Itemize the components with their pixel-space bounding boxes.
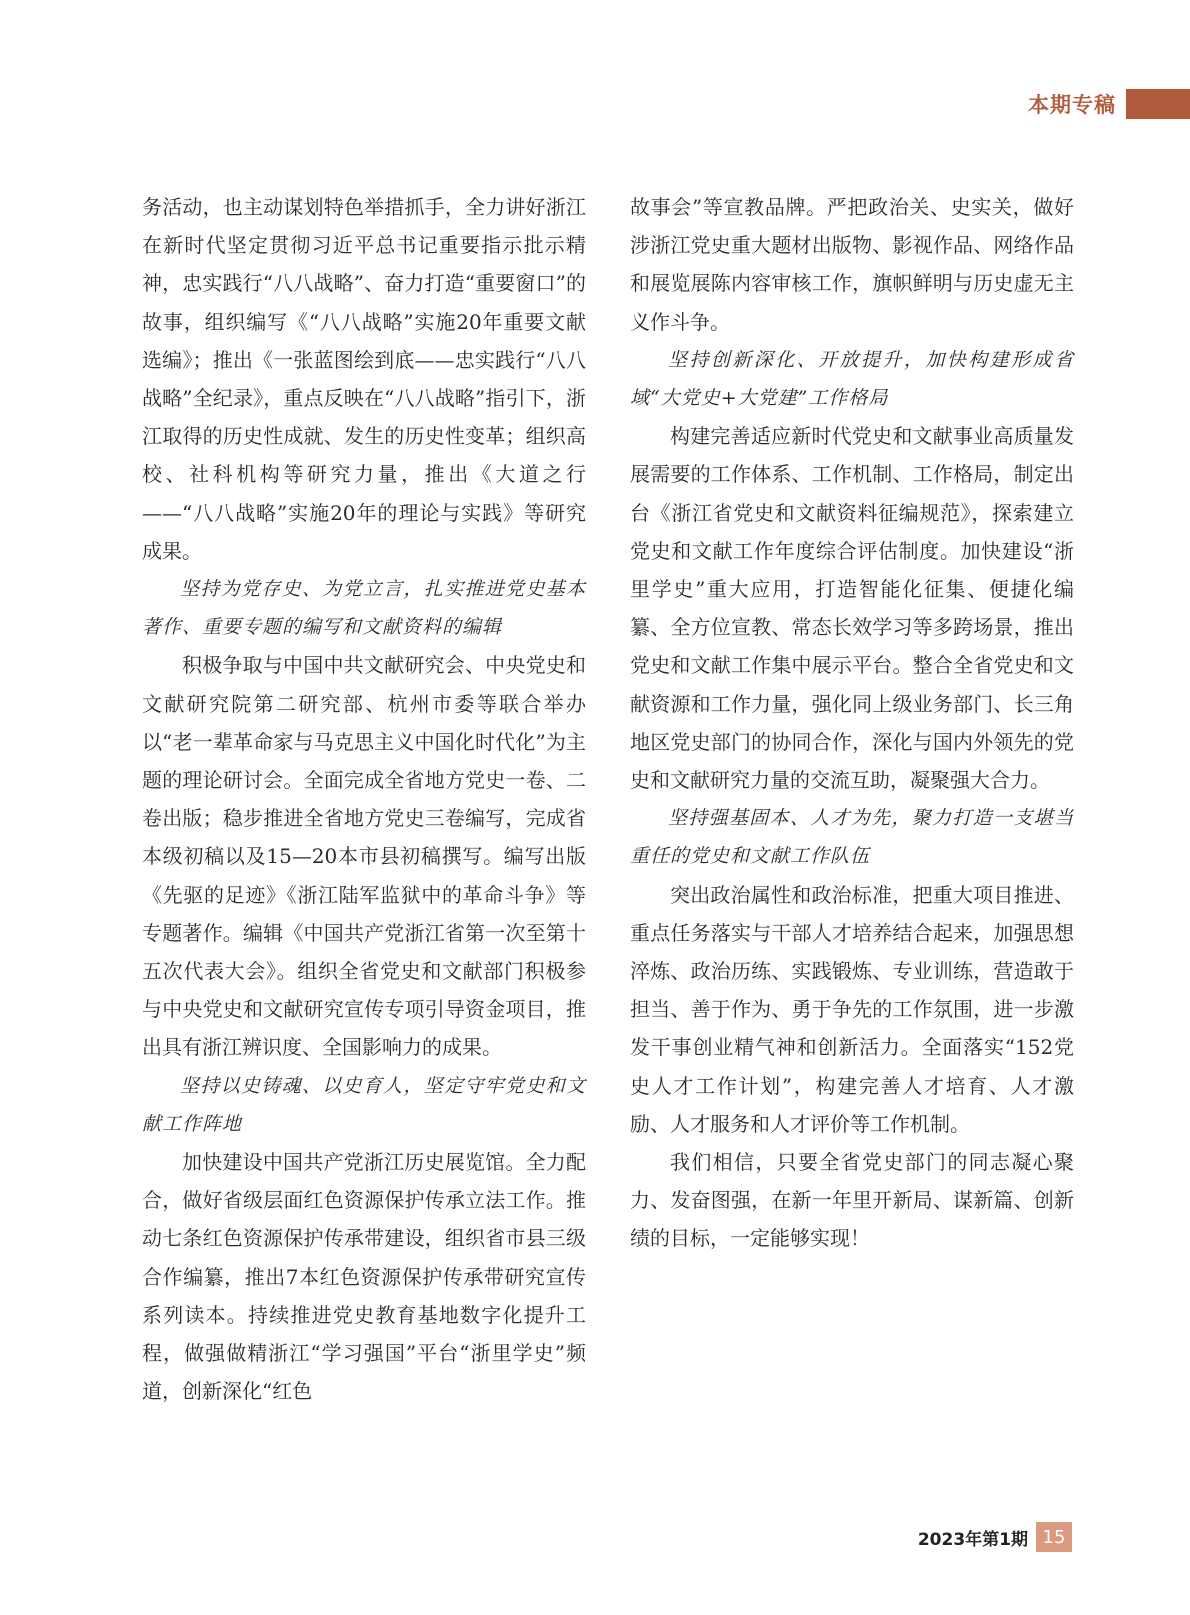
- section-tag: [1028, 88, 1190, 120]
- section-heading: 坚持为党存史、为党立言，扎实推进党史基本著作、重要专题的编写和文献资料的编辑: [142, 578, 586, 639]
- section-heading: 坚持创新深化、开放提升，加快构建形成省域“大党史+大党建”工作格局: [630, 348, 1074, 410]
- paragraph: 务活动，也主动谋划特色举措抓手，全力讲好浙江在新时代坚定贯彻习近平总书记重要指示批示精神，忠实践行“八八战略”、奋力打造“重要窗口”的故事，组织编写《“八八战略”实施20年重要文献选编》；推出《一张蓝图绘到底——忠实践行“八八战略”全纪录》，重点反映在“八八战略”指引下，浙江取得的历史性成就、发生的历史性变革；组织高校、社科机构等研究力量，推出《大道之行——“八八战略”实施20年的理论与实践》等研究成果。: [142, 195, 586, 563]
- paragraph: 故事会”等宣教品牌。严把政治关、史实关，做好涉浙江党史重大题材出版物、影视作品、网络作品和展览展陈内容审核工作，旗帜鲜明与历史虚无主义作斗争。: [630, 195, 1074, 334]
- page-footer: [918, 1522, 1072, 1552]
- issue-label: 2023年第1期: [917, 1529, 1028, 1550]
- section-heading: 坚持强基固本、人才为先，聚力打造一支堪当重任的党史和文献工作队伍: [630, 807, 1074, 868]
- section-label: 本期专稿: [1028, 93, 1116, 117]
- paragraph: 加快建设中国共产党浙江历史展览馆。全力配合，做好省级层面红色资源保护传承立法工作。推动七条红色资源保护传承带建设，组织省市县三级合作编纂，推出7本红色资源保护传承带研究宣传系列读本。持续推进党史教育基地数字化提升工程，做强做精浙江“学习强国”平台“浙里学史”频道，创新深化“红色: [142, 1150, 586, 1404]
- paragraph: 积极争取与中国中共文献研究会、中央党史和文献研究院第二研究部、杭州市委等联合举办以“老一辈革命家与马克思主义中国化时代化”为主题的理论研讨会。全面完成全省地方党史一卷、二卷出版；稳步推进全省地方党史三卷编写，完成省本级初稿以及15—20本市县初稿撰写。编写出版《先驱的足迹》《浙江陆军监狱中的革命斗争》等专题著作。编辑《中国共产党浙江省第一次至第十五次代表大会》。组织全省党史和文献部门积极参与中央党史和文献研究宣传专项引导资金项目，推出具有浙江辨识度、全国影响力的成果。: [142, 653, 586, 1060]
- paragraph: 我们相信，只要全省党史部门的同志凝心聚力、发奋图强，在新一年里开新局、谋新篇、创新绩的目标，一定能够实现！: [630, 1150, 1074, 1251]
- left-column: [142, 188, 586, 1411]
- page-number: 15: [1036, 1522, 1072, 1552]
- paragraph: 构建完善适应新时代党史和文献事业高质量发展需要的工作体系、工作机制、工作格局，制定出台《浙江省党史和文献资料征编规范》，探索建立党史和文献工作年度综合评估制度。加快建设“浙里学史”重大应用，打造智能化征集、便捷化编纂、全方位宣教、常态长效学习等多跨场景，推出党史和文献工作集中展示平台。整合全省党史和文献资源和工作力量，强化同上级业务部门、长三角地区党史部门的协同合作，深化与国内外领先的党史和文献研究力量的交流互助，凝聚强大合力。: [630, 424, 1074, 793]
- section-color-bar: [1126, 89, 1190, 119]
- right-column: [630, 188, 1074, 1258]
- section-heading: 坚持以史铸魂、以史育人，坚定守牢党史和文献工作阵地: [142, 1074, 586, 1135]
- paragraph: 突出政治属性和政治标准，把重大项目推进、重点任务落实与干部人才培养结合起来，加强思想淬炼、政治历练、实践锻炼、专业训练，营造敢于担当、善于作为、勇于争先的工作氛围，进一步激发干事创业精气神和创新活力。全面落实“152党史人才工作计划”，构建完善人才培育、人才激励、人才服务和人才评价等工作机制。: [630, 882, 1074, 1136]
